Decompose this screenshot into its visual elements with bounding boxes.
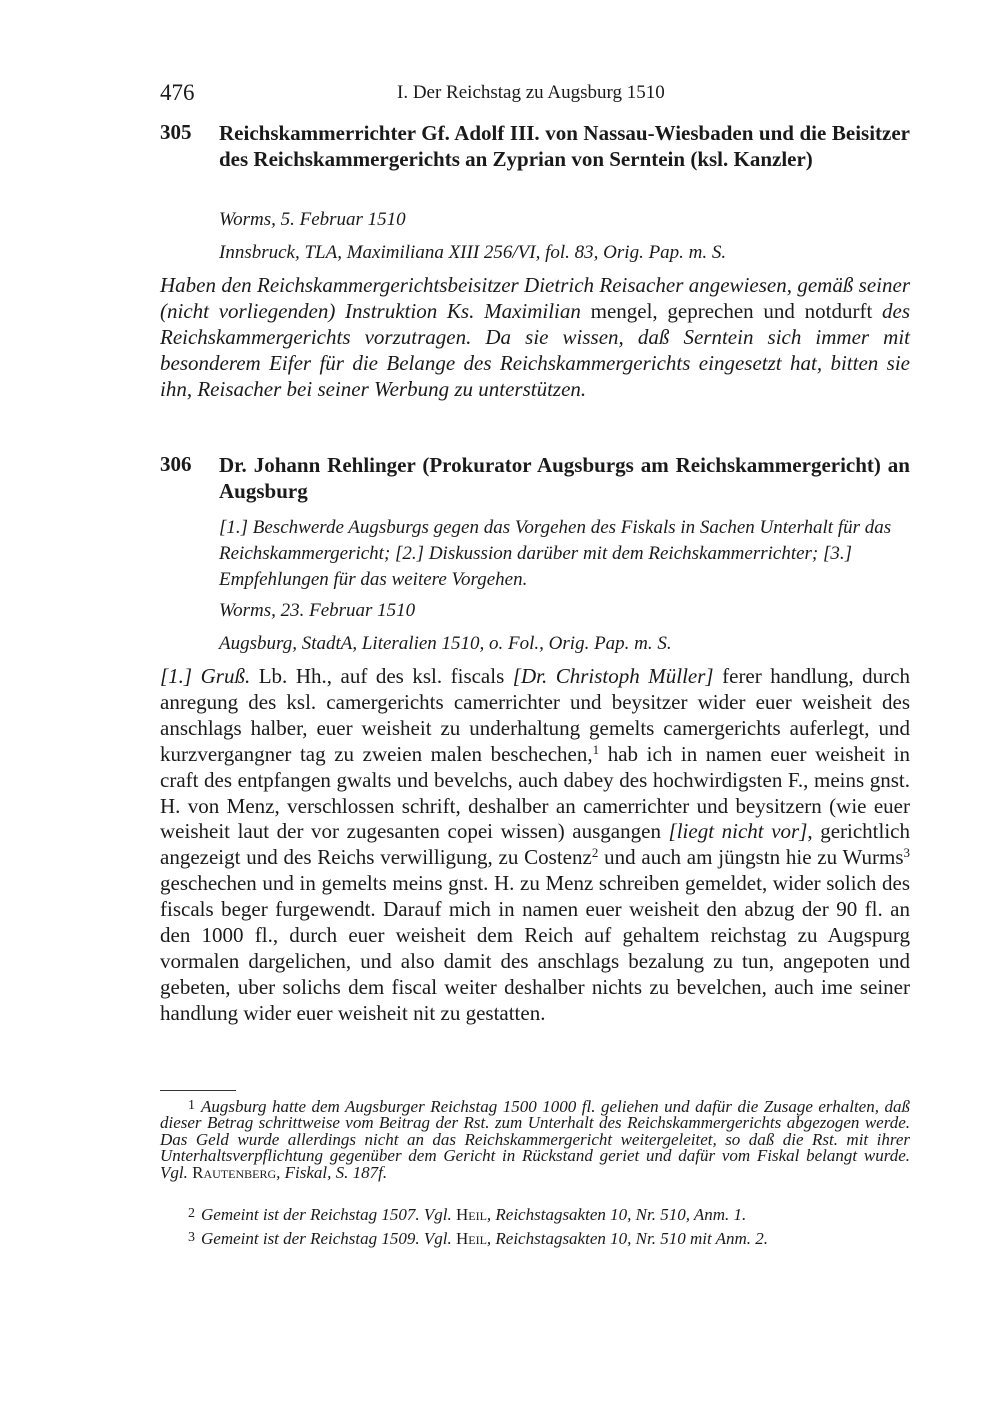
letter-text-part: , gerichtlich angezeigt und des Reichs verwilligung, zu Costenz	[160, 819, 911, 870]
footnote-text: Gemeint ist der Reichstag 1507. Vgl.	[201, 1205, 456, 1224]
running-title: I. Der Reichstag zu Augsburg 1510	[397, 82, 665, 103]
footnote-text: Gemeint ist der Reichstag 1509. Vgl.	[201, 1229, 456, 1248]
footnote-mark: 3	[188, 1230, 195, 1245]
footnote-author: Heil	[455, 1229, 487, 1248]
entry-regest: [1.] Beschwerde Augsburgs gegen das Vorgehen des Fiskals in Sachen Unterhalt für das Reichskammergericht; [2.] Diskussion darüber mit dem Reichskammerrichter; [3.] Empfehlungen für das weitere Vorgehen.	[219, 517, 892, 590]
footnote-ref-3[interactable]: 3	[903, 845, 910, 861]
letter-text-part: Lb. Hh., auf des ksl. fiscals	[250, 664, 513, 688]
footnote-ref-1[interactable]: 1	[592, 741, 600, 757]
footnote-ref-2[interactable]: 2	[591, 845, 599, 861]
entry-source: Augsburg, StadtA, Literalien 1510, o. Fol., Orig. Pap. m. S.	[219, 633, 672, 654]
summary-text-continued: des Reichskammergerichts vorzutragen. Da sie wissen, daß Serntein sich immer mit besonderem Eifer für die Belange des Reichskammergerichts eingesetzt hat, bitten sie ihn, Reisacher bei seiner Werbung zu unterstützen.	[160, 298, 911, 401]
footnote-author: Rautenberg	[192, 1162, 277, 1182]
entry-number: 305	[160, 120, 192, 144]
letter-text-part: ferer handlung, durch anregung des ksl. camergerichts camerrichter und beysitzer wider euer weisheit des anschlags halber, euer weisheit zu underhaltung gemelts camergerichts auferlegt, und kurzvergangner tag zu zweien malen beschechen,	[160, 664, 911, 766]
footnote-mark: 1	[188, 1098, 195, 1113]
footnote-text: , Fiskal, S. 187f.	[276, 1162, 388, 1182]
entry-place-date: Worms, 23. Februar 1510	[219, 600, 416, 621]
footnote-1	[160, 1098, 910, 1181]
section-marker: [1.] Gruß.	[160, 664, 251, 688]
footnote-author: Heil	[455, 1205, 487, 1224]
letter-text-part: hab ich in namen euer weisheit in craft des entpfangen gwalts und bevelchs, auch dabey des hochwirdigsten F., meins gnst. H. von Menz, verschlossen schrift, deshalber an camerrichter und beysitzern (wie euer weisheit laut der vor zugesanten copei wissen) ausgangen	[160, 741, 910, 844]
footnote-mark: 2	[188, 1206, 195, 1221]
entry-number: 306	[160, 452, 192, 476]
footnote-divider	[160, 1090, 236, 1091]
entry-title: Dr. Johann Rehlinger (Prokurator Augsburgs am Reichskammergericht) an Augsburg	[219, 453, 910, 503]
summary-quote: mengel, geprechen und notdurft	[580, 298, 883, 323]
footnote-2	[160, 1206, 910, 1223]
letter-text-part: geschechen und in gemelts meins gnst. H. zu Menz schreiben gemeldet, wider solich des fiscals beger furgewendt. Darauf mich in namen euer weisheit den abzug der 90 fl. an den 1000 fl., durch euer weisheit dem Reich auf gehaltem reichstag zu Augspurg vormalen dargelichen, und also damit des anschlags bezalung zu tun, angepoten und gebeten, uber solichs dem fiscal weiter deshalber nichts zu bevelchen, auch ime seiner handlung wider euer weisheit nit zu gestatten.	[160, 871, 910, 1025]
entry-title: Reichskammerrichter Gf. Adolf III. von Nassau-Wiesbaden und die Beisitzer des Reichskammergerichts an Zyprian von Serntein (ksl. Kanzler)	[219, 121, 910, 171]
page-number: 476	[160, 80, 195, 105]
entry-place-date: Worms, 5. Februar 1510	[219, 209, 406, 230]
footnote-text: , Reichstagsakten 10, Nr. 510 mit Anm. 2.	[486, 1229, 769, 1248]
letter-text	[160, 664, 910, 1027]
editorial-insertion: [Dr. Christoph Müller]	[512, 664, 714, 688]
footnote-text: Augsburg hatte dem Augsburger Reichstag 1500 1000 fl. geliehen und dafür die Zusage erhalten, daß dieser Betrag schrittweise vom Beitrag der Rst. zum Unterhalt des Reichskammergerichts abgezogen werde. Das Geld wurde allerdings nicht an das Reichskammergericht weitergeleitet, so daß die Rst. mit ihrer Unterhaltsverpflichtung gegenüber dem Gericht in Rückstand geriet und dafür vom Fiskal belangt wurde. Vgl.	[160, 1097, 910, 1182]
footnote-3	[160, 1230, 910, 1247]
entry-summary	[160, 273, 910, 403]
footnote-text: , Reichstagsakten 10, Nr. 510, Anm. 1.	[486, 1205, 747, 1224]
editorial-insertion: [liegt nicht vor]	[668, 819, 808, 844]
entry-source: Innsbruck, TLA, Maximiliana XIII 256/VI, fol. 83, Orig. Pap. m. S.	[219, 242, 727, 263]
letter-text-part: und auch am jüngstn hie zu Wurms	[598, 845, 904, 870]
summary-text: Haben den Reichskammergerichtsbeisitzer Dietrich Reisacher angewiesen, gemäß seiner (nicht vorliegenden) Instruktion Ks. Maximilian	[160, 273, 910, 323]
page-header	[160, 80, 910, 108]
